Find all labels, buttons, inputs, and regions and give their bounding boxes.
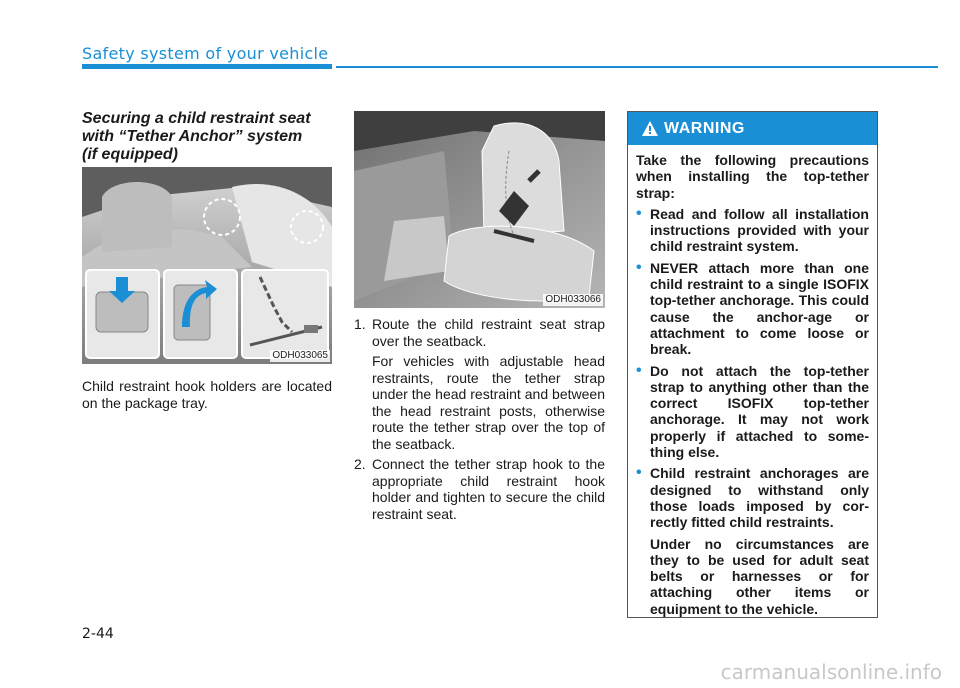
warning-body [628,145,877,617]
bullet-text: Do not attach the top-tether strap to anything other than the correct ISOFIX top-tether anchorage. It may not work properly if attached to some-thing else. [650,362,869,461]
heading-line-3: (if equipped) [82,146,178,163]
figure-code: ODH033065 [272,350,328,361]
bullet-text: NEVER attach more than one child restraint to a single ISOFIX top-tether anchorage. This could cause the anchor-age or attachment to come loose or break. [650,259,869,358]
step-note: For vehicles with adjustable head restraints, route the tether strap under the head restraint and between the head restraint posts, otherwise route the tether strap over the top of the seatback. [372,353,605,452]
section-heading [82,110,332,164]
header-rule-thin [336,66,938,68]
warning-bullet [636,363,869,461]
heading-line-2: with “Tether Anchor” system [82,128,303,145]
intro-paragraph: Child restraint hook holders are located on the package tray. [82,378,332,411]
page-number: 2-44 [82,626,114,642]
bullet-dot: • [636,361,642,379]
child-seat-illustration [354,111,605,308]
warning-bullet [636,465,869,530]
figure-package-tray [82,167,332,364]
warning-bullet [636,206,869,255]
bullet-text: Read and follow all installation instructions provided with your child restraint system. [650,205,869,255]
warning-box [627,111,878,618]
instruction-steps [354,316,605,522]
step-number: 2. [354,456,366,472]
watermark: carmanualsonline.info [720,660,942,684]
step-item [354,456,605,522]
step-text: Connect the tether strap hook to the appropriate child restraint hook holder and tighten to secure the child restraint seat. [372,456,605,522]
bullet-dot: • [636,464,642,482]
warning-header [628,112,877,145]
step-text: Route the child restraint seat strap over the seatback. [372,316,605,349]
warning-title: WARNING [664,119,745,137]
package-tray-illustration [82,167,332,364]
figure-child-seat [354,111,605,308]
step-number: 1. [354,316,366,332]
warning-intro: Take the following precautions when installing the top-tether strap: [636,152,869,201]
section-title: Safety system of your vehicle [82,44,329,63]
heading-line-1: Securing a child restraint seat [82,110,311,127]
bullet-dot: • [636,204,642,222]
bullet-text: Child restraint anchorages are designed to withstand only those loads imposed by cor-rectly fitted child restraints. [650,465,869,531]
bullet-dot: • [636,258,642,276]
warning-icon [642,121,658,136]
warning-bullet [636,260,869,358]
warning-continuation: Under no circumstances are they to be used for adult seat belts or harnesses or for attaching other items or equipment to the vehicle. [650,535,869,617]
header-rule-thick [82,64,332,69]
figure-code: ODH033066 [545,294,601,305]
step-item [354,316,605,349]
